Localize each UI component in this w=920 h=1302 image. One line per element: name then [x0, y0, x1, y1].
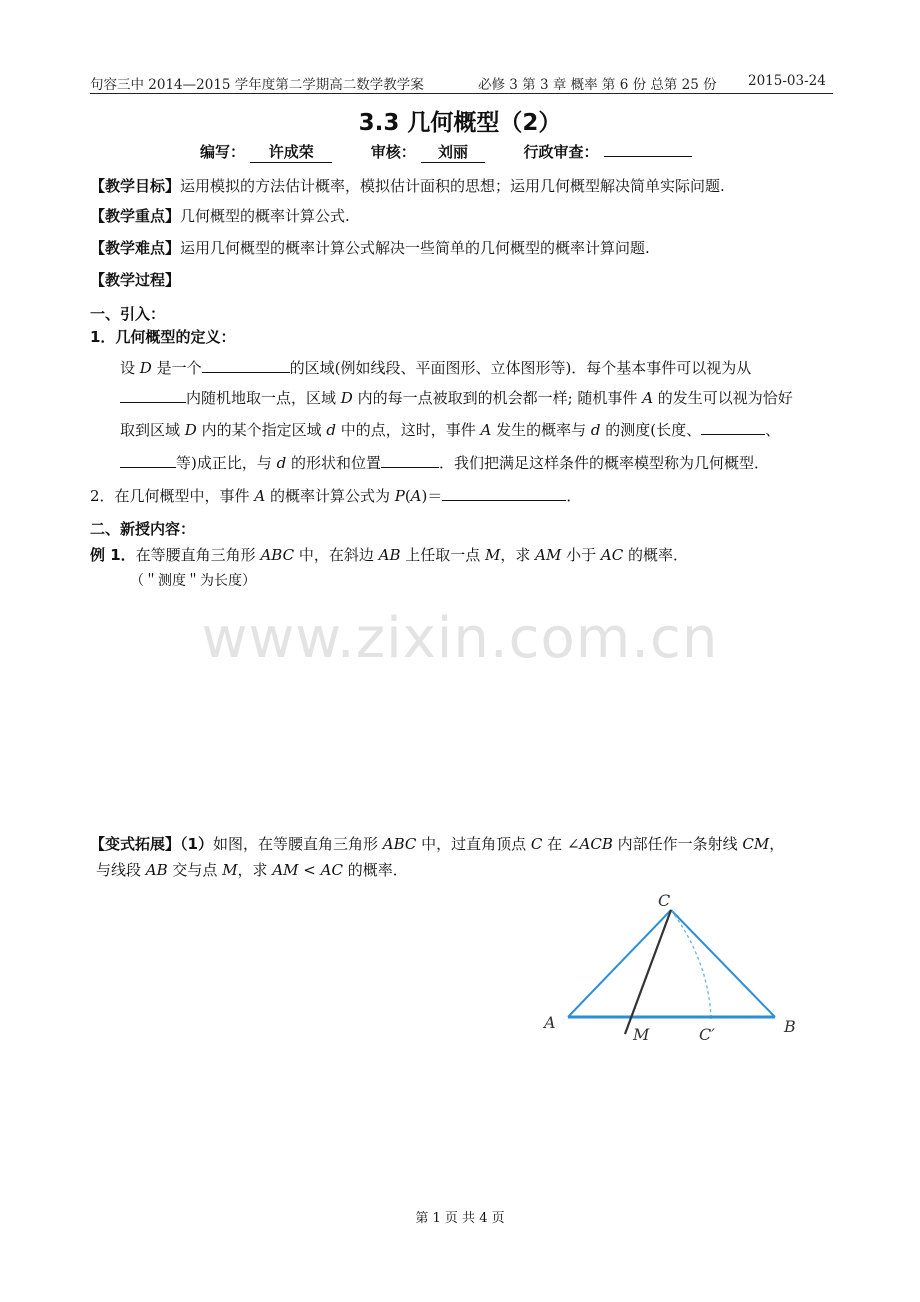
objectives	[90, 176, 725, 196]
text: 中，在斜边	[294, 546, 379, 564]
point-Cprime	[709, 1015, 713, 1019]
text: 内随机地取一点，区域	[186, 389, 341, 407]
header-school: 句容三中 2014—2015 学年度第二学期高二数学教学案	[90, 77, 424, 93]
var-AC: AC	[600, 546, 624, 564]
var-M: M	[222, 861, 238, 879]
fill-blank	[120, 453, 176, 468]
objectives-label: 【教学目标】	[90, 177, 181, 195]
var-D: D	[340, 389, 353, 407]
var-M: M	[485, 546, 501, 564]
var-d: d	[590, 421, 601, 439]
text: 交与点	[167, 861, 223, 879]
reviewer-label: 审核：	[370, 143, 416, 161]
intro-heading-text: 一、引入：	[90, 305, 166, 323]
page-footer: 第 1 页 共 4 页	[415, 1211, 505, 1226]
writer-name: 许成荣	[250, 141, 332, 163]
measure-note: （＂测度＂为长度）	[130, 573, 256, 589]
var-CM: CM	[742, 835, 770, 853]
var-P: P	[394, 487, 405, 505]
arc-dashed	[671, 910, 711, 1017]
variant-number: （1）	[180, 835, 213, 853]
var-A: A	[410, 487, 422, 505]
fill-blank	[202, 358, 290, 373]
definition-heading	[90, 327, 235, 347]
variant-line-2	[96, 860, 408, 880]
var-AB: AB	[378, 546, 401, 564]
process-heading	[90, 270, 180, 290]
admin-blank	[604, 156, 692, 157]
definition-line-1	[120, 358, 751, 378]
var-d: d	[326, 421, 336, 439]
text: 2．在几何概型中，事件	[90, 487, 255, 505]
text: 是一个	[151, 359, 202, 377]
text: 的形状和位置	[286, 454, 382, 472]
var-A: A	[480, 421, 492, 439]
objectives-text: 运用模拟的方法估计概率，模拟估计面积的思想；运用几何概型解决简单实际问题.	[180, 177, 725, 195]
text: ，求	[237, 861, 273, 879]
formula-line	[90, 486, 581, 506]
fill-blank	[442, 486, 566, 501]
text: 发生的概率与	[491, 421, 591, 439]
text: ．我们把满足这样条件的概率模型称为几何概型．	[439, 454, 770, 472]
var-AC: AC	[320, 861, 343, 879]
var-C: C	[530, 835, 543, 853]
text: )＝	[421, 487, 443, 505]
header-date: 2015-03-24	[748, 73, 826, 89]
text: 的区域(例如线段、平面图形、立体图形等)．每个基本事件可以视为从	[289, 359, 752, 377]
text: 取到区域	[120, 421, 185, 439]
writer-label: 编写：	[200, 143, 246, 161]
watermark: www.zixin.com.cn	[201, 606, 719, 671]
text: 中的点，这时，事件	[335, 421, 481, 439]
var-AB: AB	[145, 861, 168, 879]
example-1	[90, 545, 688, 565]
label-B: B	[784, 1017, 796, 1036]
var-AM: AM	[535, 546, 562, 564]
var-D: D	[139, 359, 152, 377]
definition-heading-text: 1．几何概型的定义：	[90, 328, 236, 346]
label-M: M	[633, 1025, 650, 1044]
header-course: 必修 3 第 3 章 概率 第 6 份 总第 25 份	[478, 77, 717, 93]
variant-line-1	[90, 834, 784, 854]
process-label: 【教学过程】	[90, 271, 181, 289]
text: (	[404, 487, 411, 505]
text: ，求	[500, 546, 536, 564]
side-CB	[671, 910, 775, 1017]
var-AM: AM	[272, 861, 299, 879]
text: 在	[542, 835, 567, 853]
key-points	[90, 206, 350, 226]
definition-line-2	[120, 388, 793, 408]
fill-blank	[381, 453, 439, 468]
new-content-heading-text: 二、新授内容：	[90, 520, 196, 538]
difficulties-text: 运用几何概型的概率计算公式解决一些简单的几何概型的概率计算问题.	[180, 239, 650, 257]
page-header	[90, 73, 833, 94]
text: 的发生可以视为恰好	[653, 389, 793, 407]
definition-line-3	[120, 420, 780, 440]
text: 小于	[561, 546, 601, 564]
label-A: A	[544, 1013, 556, 1032]
var-D: D	[184, 421, 197, 439]
fill-blank	[120, 388, 186, 403]
text: 等)成正比，与	[176, 454, 277, 472]
admin-label: 行政审查：	[523, 143, 599, 161]
label-Cprime: C′	[699, 1025, 715, 1044]
text: 在等腰直角三角形	[135, 546, 261, 564]
text: ，	[769, 835, 785, 853]
variant-label: 【变式拓展】	[90, 835, 181, 853]
text: 内的某个指定区域	[196, 421, 327, 439]
var-ABC: ABC	[382, 835, 417, 853]
text: 的测度(长度、	[600, 421, 702, 439]
example-label: 例 1．	[90, 546, 136, 564]
text: 内部任作一条射线	[612, 835, 743, 853]
less-than: <	[298, 861, 321, 879]
definition-line-4	[120, 453, 769, 473]
text: 设	[120, 359, 140, 377]
text: 内的每一点被取到的机会都一样; 随机事件	[352, 389, 643, 407]
author-line	[200, 141, 692, 163]
new-content-heading	[90, 519, 195, 539]
text: 与线段	[96, 861, 146, 879]
text: 上任取一点	[400, 546, 486, 564]
triangle-figure	[530, 880, 820, 1060]
page-title: 3.3 几何概型（2）	[358, 110, 562, 136]
text: 的概率计算公式为	[265, 487, 395, 505]
var-A: A	[254, 487, 266, 505]
label-C: C	[658, 891, 671, 910]
key-points-text: 几何概型的概率计算公式.	[180, 207, 350, 225]
text: ．	[566, 487, 582, 505]
ray-CM	[625, 910, 671, 1034]
text: 、	[765, 421, 781, 439]
key-points-label: 【教学重点】	[90, 207, 181, 225]
var-A: A	[642, 389, 654, 407]
intro-heading	[90, 304, 165, 324]
fill-blank	[701, 420, 765, 435]
text: 中，过直角顶点	[416, 835, 531, 853]
var-ACB: ACB	[579, 835, 613, 853]
text: 的概率．	[623, 546, 689, 564]
difficulties-label: 【教学难点】	[90, 239, 181, 257]
text: 的概率．	[342, 861, 408, 879]
difficulties	[90, 238, 650, 258]
side-AC	[568, 910, 671, 1017]
text: 如图，在等腰直角三角形	[212, 835, 383, 853]
var-d: d	[276, 454, 287, 472]
reviewer-name: 刘丽	[421, 141, 485, 163]
var-ABC: ABC	[260, 546, 295, 564]
angle-symbol: ∠	[566, 835, 580, 853]
